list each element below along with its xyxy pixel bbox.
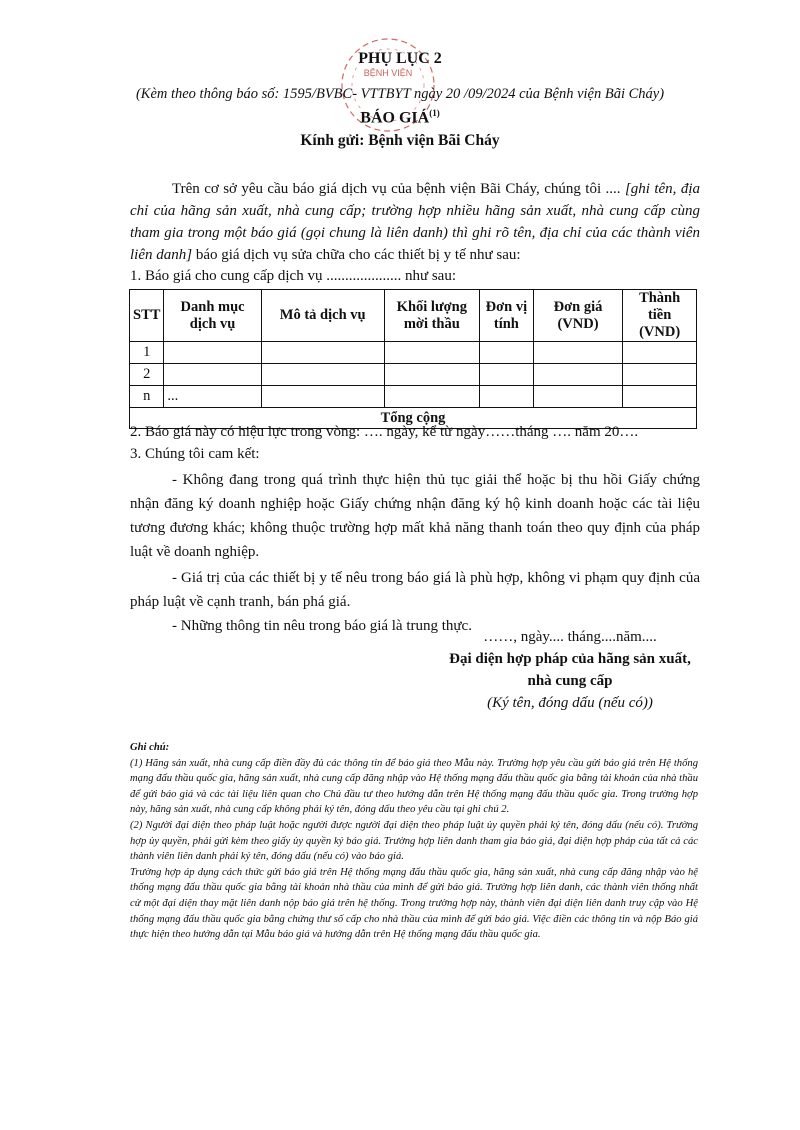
table-cell [623, 342, 697, 364]
intro-paragraph [130, 178, 700, 266]
intro-tail: báo giá dịch vụ sửa chữa cho các thiết bị y tế như sau: [192, 247, 521, 263]
col-header-volume: Khối lượng mời thầu [384, 290, 479, 342]
table-cell [164, 342, 261, 364]
table-cell [261, 386, 384, 408]
section-2-validity: 2. Báo giá này có hiệu lực trong vòng: …. ngày, kể từ ngày……tháng …. năm 20…. [130, 424, 639, 440]
table-cell [533, 342, 623, 364]
table-row [130, 364, 697, 386]
commitment-item: - Những thông tin nêu trong báo giá là trung thực. [172, 618, 472, 634]
table-cell [480, 342, 534, 364]
table-cell [480, 386, 534, 408]
section-3-heading: 3. Chúng tôi cam kết: [130, 446, 260, 462]
table-cell [261, 342, 384, 364]
table-header-row [130, 290, 697, 342]
table-total-label: Tổng cộng [130, 408, 697, 429]
table-cell [164, 364, 261, 386]
quote-table [129, 289, 697, 429]
doc-title-footnote: (1) [429, 108, 440, 118]
footnote-item: Trường hợp áp dụng cách thức gửi báo giá trên Hệ thống mạng đấu thầu quốc gia, hãng sản xuất, nhà cung cấp đăng nhập vào hệ thống mạng đấu thầu quốc gia bằng tài khoản nhà thầu của mình để gửi báo giá. Trường hợp liên danh, các thành viên thống nhất cử một đại diện thay mặt liên danh nộp báo giá trên hệ thống. Trong trường hợp này, thành viên đại diện liên danh truy cập vào Hệ thống mạng đấu thầu quốc gia bằng chứng thư số cấp cho nhà thầu của mình để gửi báo giá. Việc điền các thông tin và nộp Báo giá thực hiện theo hướng dẫn tại Mẫu báo giá và hướng dẫn trên Hệ thống mạng đấu thầu quốc gia. [130, 866, 698, 941]
footnote-item: (2) Người đại diện theo pháp luật hoặc người được người đại diện theo pháp luật ủy quyền phải ký tên, đóng dấu (nếu có). Trường hợp ủy quyền, phải gửi kèm theo giấy ủy quyền ký báo giá. Trường hợp liên danh tham gia báo giá, đại diện hợp pháp của tất cả các thành viên liên danh phải ký tên, đóng dấu (nếu có) vào báo giá. [130, 819, 698, 863]
col-header-amount: Thành tiền (VND) [623, 290, 697, 342]
table-row [130, 342, 697, 364]
col-header-unit-price: Đơn giá (VND) [533, 290, 623, 342]
signature-date: ……, ngày.... tháng....năm.... [483, 629, 657, 645]
recipient-line: Kính gửi: Bệnh viện Bãi Cháy [300, 132, 500, 149]
page-title: PHỤ LỤC 2 [358, 50, 442, 67]
doc-title [0, 108, 800, 127]
commitment-item: - Không đang trong quá trình thực hiện thủ tục giải thể hoặc bị thu hồi Giấy chứng nhận đăng ký doanh nghiệp hoặc Giấy chứng nhận đăng ký hộ kinh doanh hoặc các tài liệu tương đương khác; không thuộc trường hợp mất khả năng thanh toán theo quy định của pháp luật về doanh nghiệp. [130, 472, 700, 560]
table-cell: ... [164, 386, 261, 408]
table-cell [533, 364, 623, 386]
table-cell: 1 [130, 342, 164, 364]
col-header-stt: STT [130, 290, 164, 342]
footnotes-heading: Ghi chú: [130, 742, 170, 753]
intro-plain: Trên cơ sở yêu cầu báo giá dịch vụ của bệnh viện Bãi Cháy, chúng tôi .... [172, 181, 625, 197]
stamp-text: BỆNH VIỆN [363, 68, 413, 78]
signature-note: (Ký tên, đóng dấu (nếu có)) [487, 695, 653, 711]
signature-title-line2: nhà cung cấp [527, 673, 613, 689]
table-cell [384, 364, 479, 386]
col-header-unit: Đơn vị tính [480, 290, 534, 342]
col-header-description: Mô tả dịch vụ [261, 290, 384, 342]
signature-title: Đại diện hợp pháp của hãng sản xuất, [449, 651, 691, 667]
col-header-service: Danh mục dịch vụ [164, 290, 261, 342]
commitment-item: - Giá trị của các thiết bị y tế nêu trong báo giá là phù hợp, không vi phạm quy định của pháp luật về cạnh tranh, bán phá giá. [130, 570, 700, 610]
table-cell [623, 364, 697, 386]
table-cell [480, 364, 534, 386]
doc-title-text: BÁO GIÁ [360, 109, 430, 127]
table-cell [384, 342, 479, 364]
table-cell [261, 364, 384, 386]
table-cell [533, 386, 623, 408]
table-cell [623, 386, 697, 408]
footnotes [130, 740, 698, 943]
table-cell: n [130, 386, 164, 408]
intro-italic: [ghi tên, địa chỉ của hãng sản xuất, nhà cung cấp; trường hợp nhiều hãng sản xuất, nhà cung cấp cùng tham gia trong một báo giá (gọi chung là liên danh) thì ghi rõ tên, địa chỉ của các thành viên liên danh] [130, 181, 701, 263]
table-cell [384, 386, 479, 408]
section-1-heading: 1. Báo giá cho cung cấp dịch vụ .................... như sau: [130, 268, 456, 284]
table-row [130, 386, 697, 408]
table-cell: 2 [130, 364, 164, 386]
page-subtitle: (Kèm theo thông báo số: 1595/BVBC- VTTBYT ngày 20 /09/2024 của Bệnh viện Bãi Cháy) [135, 86, 665, 102]
footnote-item: (1) Hãng sản xuất, nhà cung cấp điền đầy đủ các thông tin để báo giá theo Mẫu này. Trường hợp yêu cầu gửi báo giá trên Hệ thống mạng đấu thầu quốc gia, hãng sản xuất, nhà cung cấp đăng nhập vào Hệ thống mạng đấu thầu quốc gia bằng tài khoản của nhà thầu để gửi báo giá và các tài liệu liên quan cho Chủ đầu tư theo hướng dẫn trên Hệ thống mạng đấu thầu quốc gia. Trong trường hợp này, hãng sản xuất, nhà cung cấp không phải ký tên, đóng dấu theo yêu cầu tại ghi chú 2. [130, 757, 698, 816]
